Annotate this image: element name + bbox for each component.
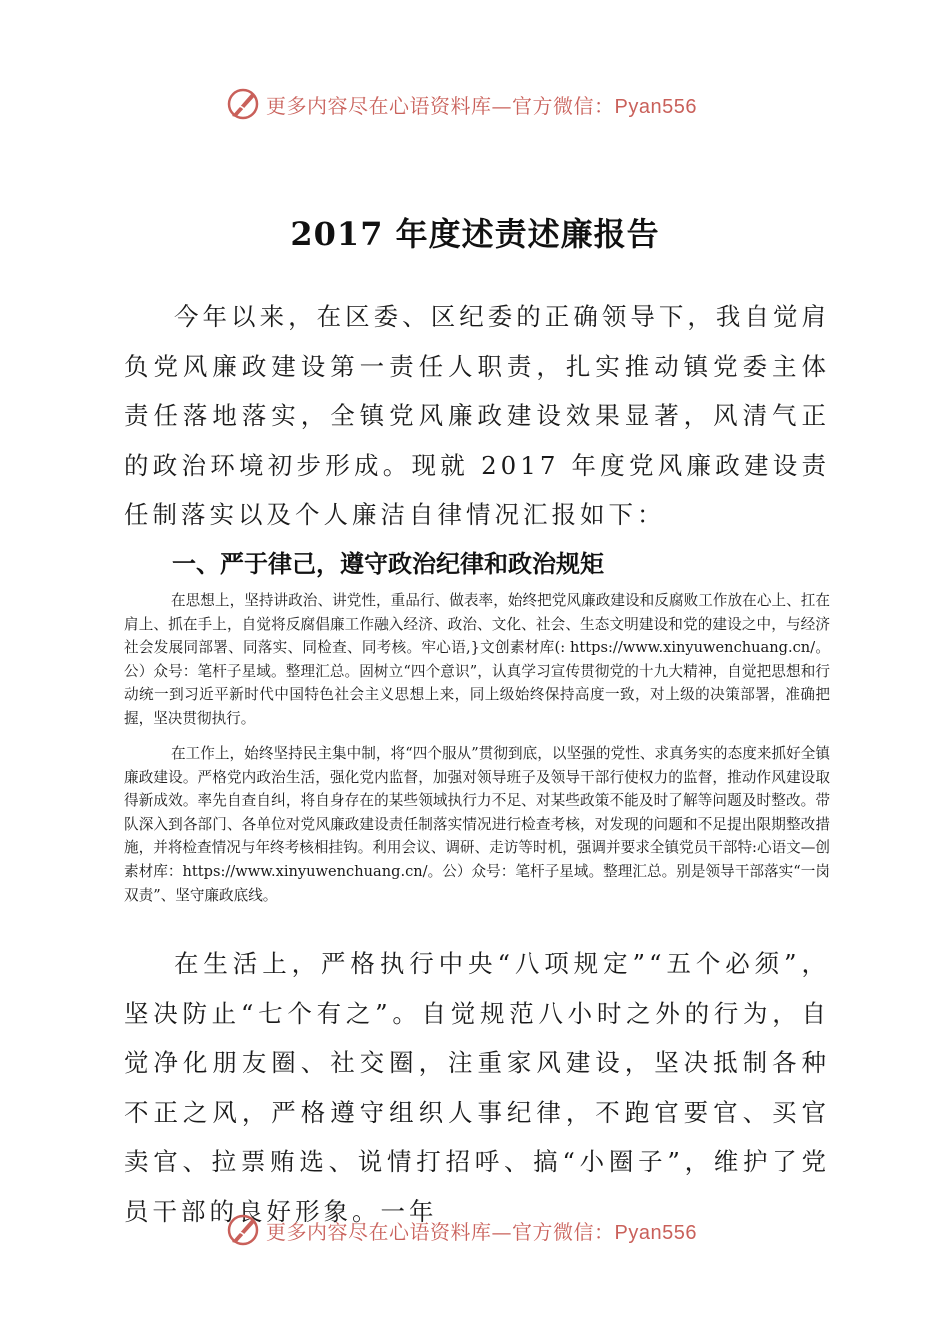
header-banner-text (266, 90, 697, 119)
section-paragraph-thought: 在思想上，坚持讲政治、讲党性，重品行、做表率，始终把党风廉政建设和反腐败工作放在心上、扛在肩上、抓在手上，自觉将反腐倡廉工作融入经济、政治、文化、社会、生态文明建设和党的建设之中，与经济社会发展同部署、同落实、同检查、同考核。牢心语,}文创素材库(: https://www.xinyuwenchuang.cn/。公）众号：笔杆子星域。整理汇总。固树立“四个意识”，认真学习宣传贯彻党的十九大精神，自觉把思想和行动统一到习近平新时代中国特色社会主义思想上来，同上级始终保持高度一致，对上级的决策部署，准确把握，坚决贯彻执行。 (124, 592, 830, 727)
header-banner-label: 更多内容尽在心语资料库—官方微信： (266, 93, 615, 118)
section-paragraph-life: 在生活上，严格执行中央“八项规定”“五个必须”，坚决防止“七个有之”。自觉规范八小时之外的行为，自觉净化朋友圈、社交圈，注重家风建设，坚决抵制各种不正之风，严格遵守组织人事纪律，不跑官要官、买官卖官、拉票贿选、说情打招呼、搞“小圈子”，维护了党员干部的良好形象。一年 (124, 949, 830, 1226)
quill-pen-logo-icon (226, 87, 260, 121)
header-banner (226, 84, 746, 124)
document-title: 2017 年度述责述廉报告 (290, 215, 660, 254)
footer-banner-text (266, 1216, 697, 1245)
footer-banner-label: 更多内容尽在心语资料库—官方微信： (266, 1219, 615, 1244)
intro-paragraph: 今年以来，在区委、区纪委的正确领导下，我自觉肩负党风廉政建设第一责任人职责，扎实推动镇党委主体责任落地落实，全镇党风廉政建设效果显著，风清气正的政治环境初步形成。现就 2017 年度党风廉政建设责任制落实以及个人廉洁自律情况汇报如下： (124, 302, 830, 529)
quill-pen-logo-icon (226, 1213, 260, 1247)
footer-wechat-id: Pyan556 (614, 1221, 697, 1244)
header-wechat-id: Pyan556 (614, 95, 697, 118)
section-heading: 一、严于律己，遵守政治纪律和政治规矩 (172, 550, 604, 578)
section-paragraph-work: 在工作上，始终坚持民主集中制，将“四个服从”贯彻到底，以坚强的党性、求真务实的态度来抓好全镇廉政建设。严格党内政治生活，强化党内监督，加强对领导班子及领导干部行使权力的监督，推动作风建设取得新成效。率先自查自纠，将自身存在的某些领域执行力不足、对某些政策不能及时了解等问题及时整改。带队深入到各部门、各单位对党风廉政建设责任制落实情况进行检查考核，对发现的问题和不足提出限期整改措施，并将检查情况与年终考核相挂钩。利用会议、调研、走访等时机，强调并要求全镇党员干部特:心语文—创素材库：https://www.xinyuwenchuang.cn/。公）众号：笔杆子星域。整理汇总。别是领导干部落实“一岗双责”、坚守廉政底线。 (124, 745, 830, 904)
footer-banner (226, 1210, 746, 1250)
